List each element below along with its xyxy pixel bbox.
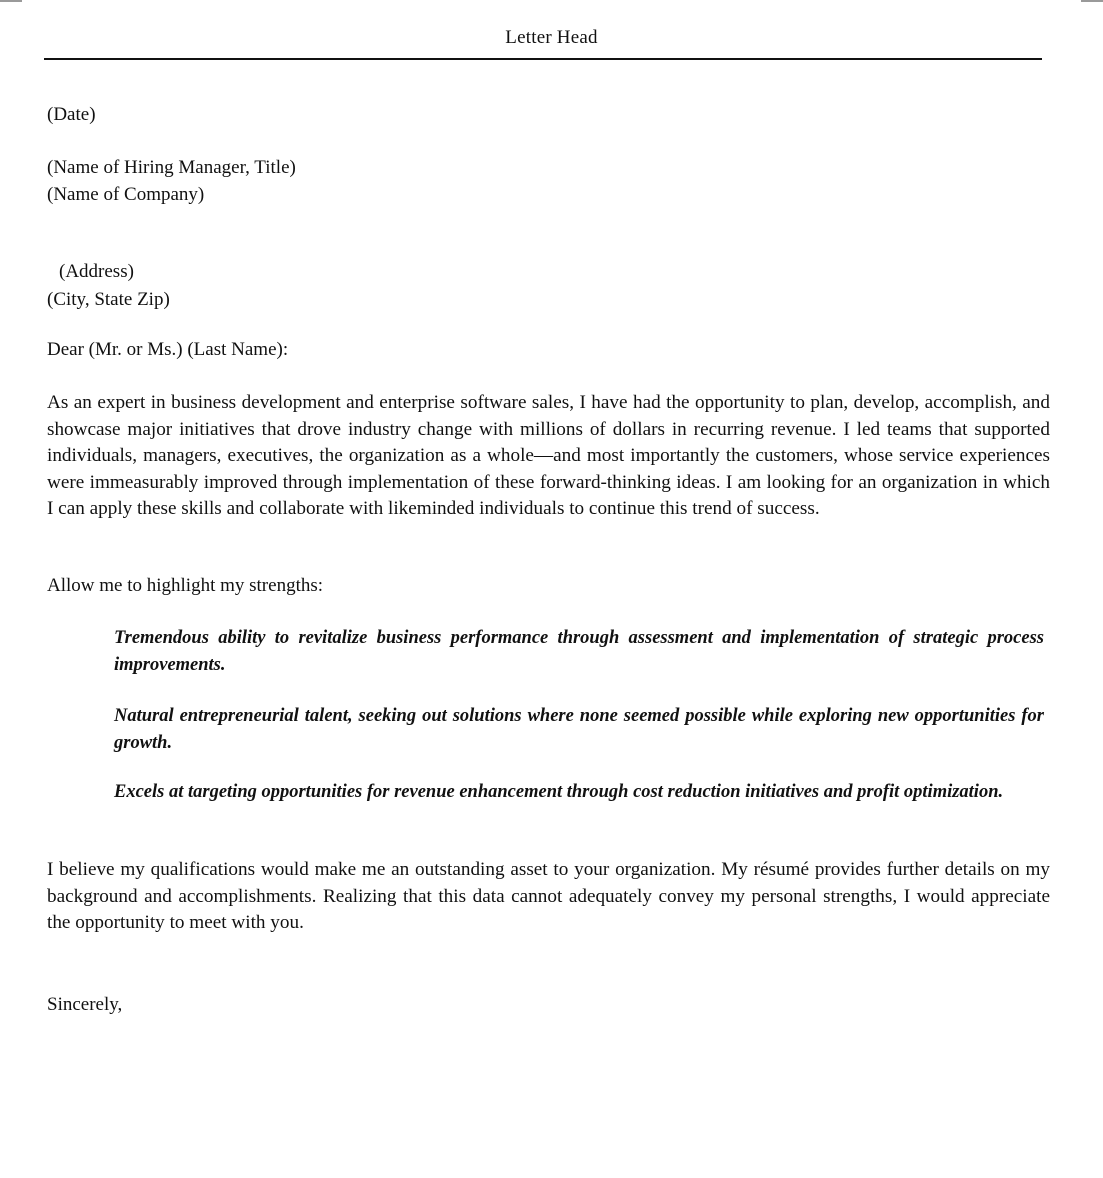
recipient-address: (Address)	[59, 261, 134, 282]
strength-item: Natural entrepreneurial talent, seeking out solutions where none seemed possible while exploring new opportunities for growth.	[114, 706, 1044, 753]
signoff: Sincerely,	[47, 994, 123, 1015]
strengths-intro: Allow me to highlight my strengths:	[47, 575, 324, 596]
recipient-company: (Name of Company)	[47, 184, 205, 205]
header-rule	[44, 58, 1042, 60]
page-corner-mark-left	[0, 0, 22, 2]
recipient-city-state-zip: (City, State Zip)	[47, 289, 170, 310]
intro-paragraph: As an expert in business development and enterprise software sales, I have had the opportunity to plan, develop, accomplish, and showcase major initiatives that drove industry change with millions of dollars in recurring revenue. I led teams that supported individuals, managers, executives, the organization as a whole—and most importantly the customers, whose service experiences were immeasurably improved through implementation of these forward-thinking ideas. I am looking for an organization in which I can apply these skills and collaborate with likeminded individuals to continue this trend of success.	[47, 392, 1050, 519]
salutation: Dear (Mr. or Ms.) (Last Name):	[47, 339, 289, 360]
closing-paragraph: I believe my qualifications would make me an outstanding asset to your organization. My résumé provides further details on my background and accomplishments. Realizing that this data cannot adequately convey my personal strengths, I would appreciate the opportunity to meet with you.	[47, 859, 1050, 933]
strength-item: Excels at targeting opportunities for revenue enhancement through cost reduction initiatives and profit optimization.	[114, 782, 1004, 802]
recipient-manager: (Name of Hiring Manager, Title)	[47, 157, 296, 178]
letterhead-title: Letter Head	[505, 27, 598, 48]
date-line: (Date)	[47, 104, 96, 125]
page-corner-mark-right	[1081, 0, 1103, 2]
strength-item: Tremendous ability to revitalize business performance through assessment and implementation of strategic process improvements.	[114, 628, 1044, 675]
